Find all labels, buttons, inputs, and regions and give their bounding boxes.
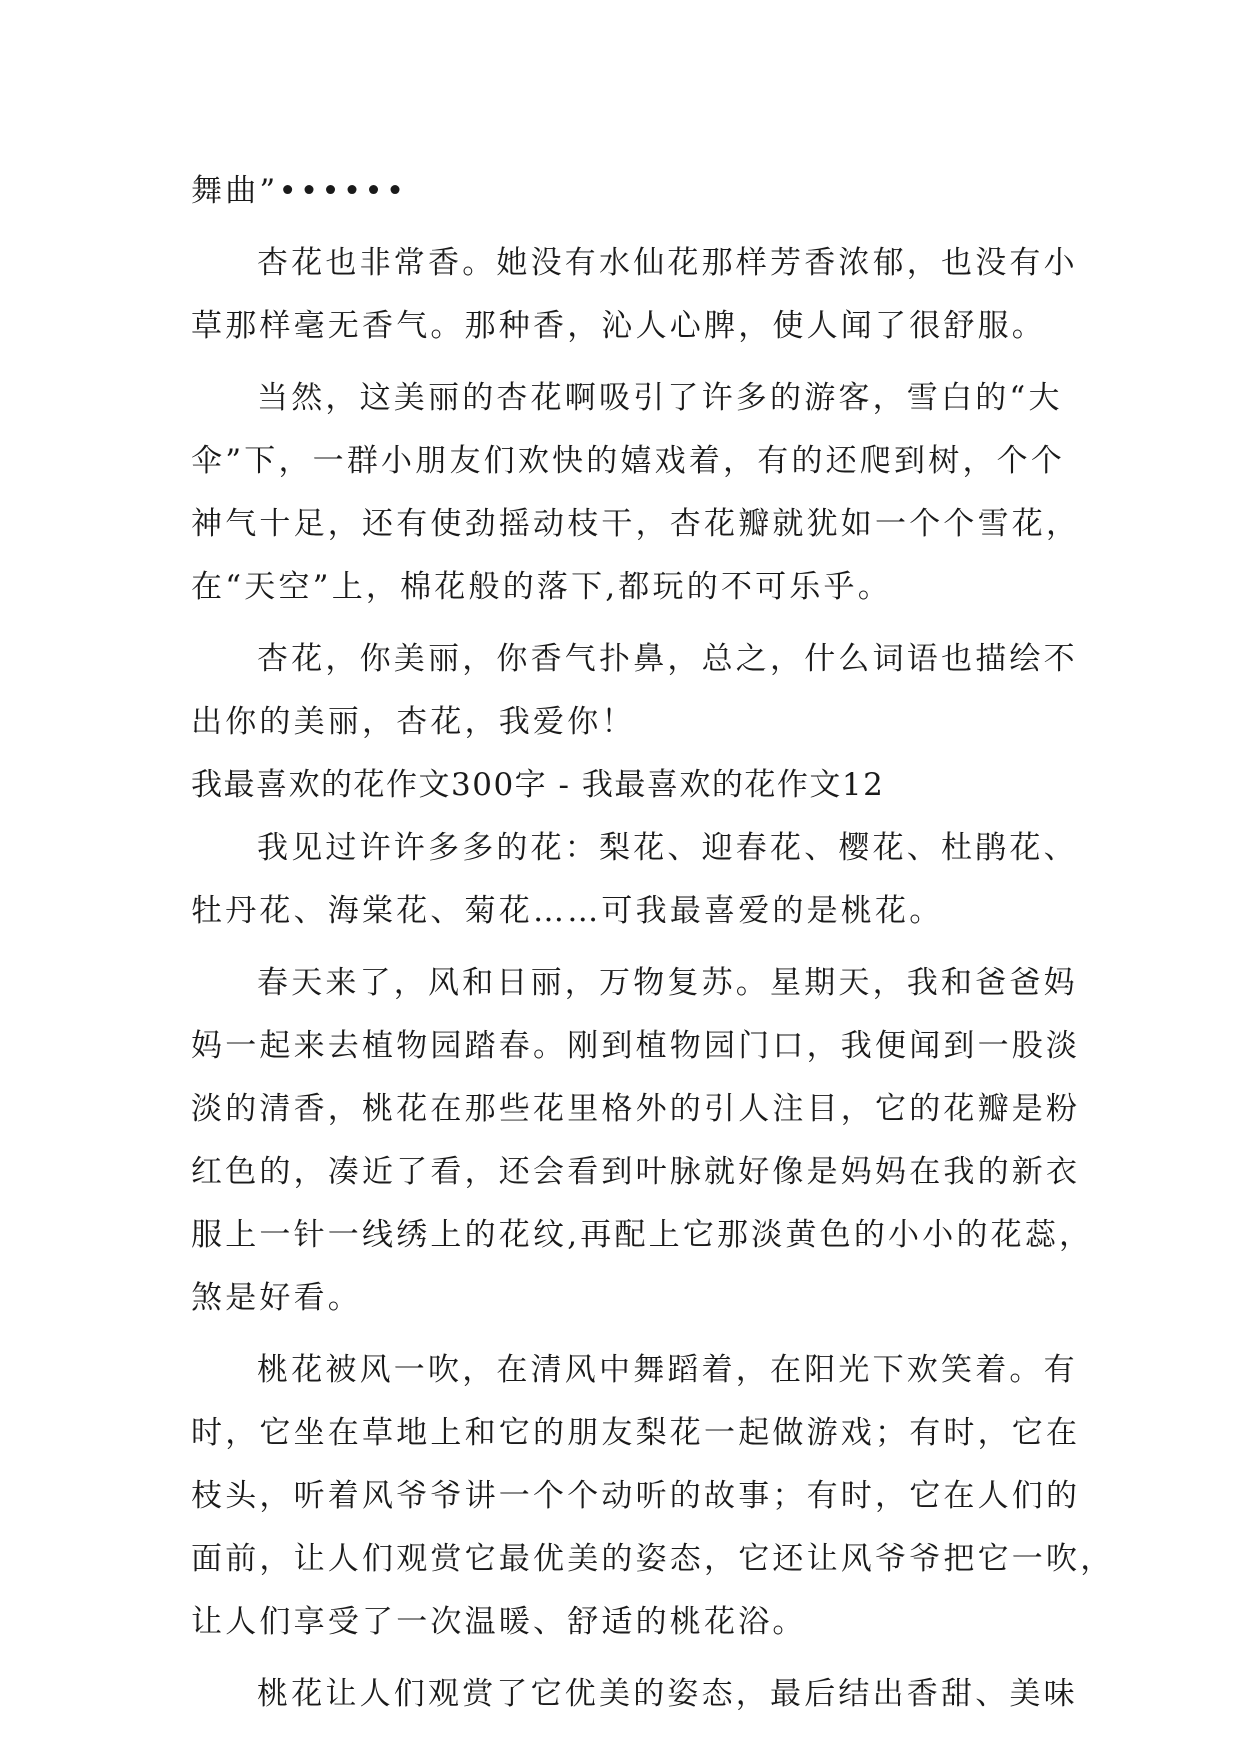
text-line: 时，它坐在草地上和它的朋友梨花一起做游戏；有时，它在 — [191, 1415, 1081, 1451]
paragraph-1 — [191, 232, 1078, 358]
text-line: 在“天空”上，棉花般的落下,都玩的不可乐乎。 — [191, 569, 892, 605]
text-line: 我见过许许多多的花：梨花、迎春花、樱花、杜鹃花、 — [257, 830, 1078, 866]
text-line: 伞”下，一群小朋友们欢快的嬉戏着，有的还爬到树，个个 — [191, 443, 1066, 479]
paragraph-6 — [191, 1339, 1115, 1654]
text-line: 桃花让人们观赏了它优美的姿态，最后结出香甜、美味 — [257, 1676, 1078, 1712]
text-line: 杏花也非常香。她没有水仙花那样芳香浓郁，也没有小 — [257, 245, 1078, 281]
paragraph-7 — [191, 1663, 1078, 1726]
text-line: 面前，让人们观赏它最优美的姿态，它还让风爷爷把它一吹， — [191, 1541, 1115, 1577]
text-line: 让人们享受了一次温暖、舒适的桃花浴。 — [191, 1604, 807, 1640]
heading-line: 我最喜欢的花作文300字 - 我最喜欢的花作文12 — [191, 767, 885, 803]
text-line: 杏花，你美丽，你香气扑鼻，总之，什么词语也描绘不 — [257, 641, 1078, 677]
paragraph-2 — [191, 367, 1081, 619]
text-line: 当然，这美丽的杏花啊吸引了许多的游客，雪白的“大 — [257, 380, 1063, 416]
text-line: 草那样毫无香气。那种香，沁人心脾，使人闻了很舒服。 — [191, 308, 1046, 344]
paragraph-5 — [191, 952, 1094, 1330]
text-line: 牡丹花、海棠花、菊花……可我最喜爱的是桃花。 — [191, 893, 944, 929]
document-body — [191, 160, 1115, 1726]
text-line: 枝头，听着风爷爷讲一个个动听的故事；有时，它在人们的 — [191, 1478, 1081, 1514]
text-line: 桃花被风一吹，在清风中舞蹈着，在阳光下欢笑着。有 — [257, 1352, 1078, 1388]
text-line: 神气十足，还有使劲摇动枝干，杏花瓣就犹如一个个雪花， — [191, 506, 1081, 542]
text-line: 服上一针一线绣上的花纹,再配上它那淡黄色的小小的花蕊， — [191, 1217, 1094, 1253]
text-line: 红色的，凑近了看，还会看到叶脉就好像是妈妈在我的新衣 — [191, 1154, 1081, 1190]
paragraph-4 — [191, 817, 1078, 943]
text-line: 淡的清香，桃花在那些花里格外的引人注目，它的花瓣是粉 — [191, 1091, 1081, 1127]
text-line: 春天来了，风和日丽，万物复苏。星期天，我和爸爸妈 — [257, 965, 1078, 1001]
text-line: 舞曲”•••••• — [191, 173, 408, 209]
paragraph-3 — [191, 628, 1078, 754]
text-line: 煞是好看。 — [191, 1280, 362, 1316]
text-line: 出你的美丽，杏花，我爱你！ — [191, 704, 636, 740]
paragraph-0 — [191, 160, 1061, 223]
text-line: 妈一起来去植物园踏春。刚到植物园门口，我便闻到一股淡 — [191, 1028, 1081, 1064]
section-heading — [191, 754, 1061, 817]
